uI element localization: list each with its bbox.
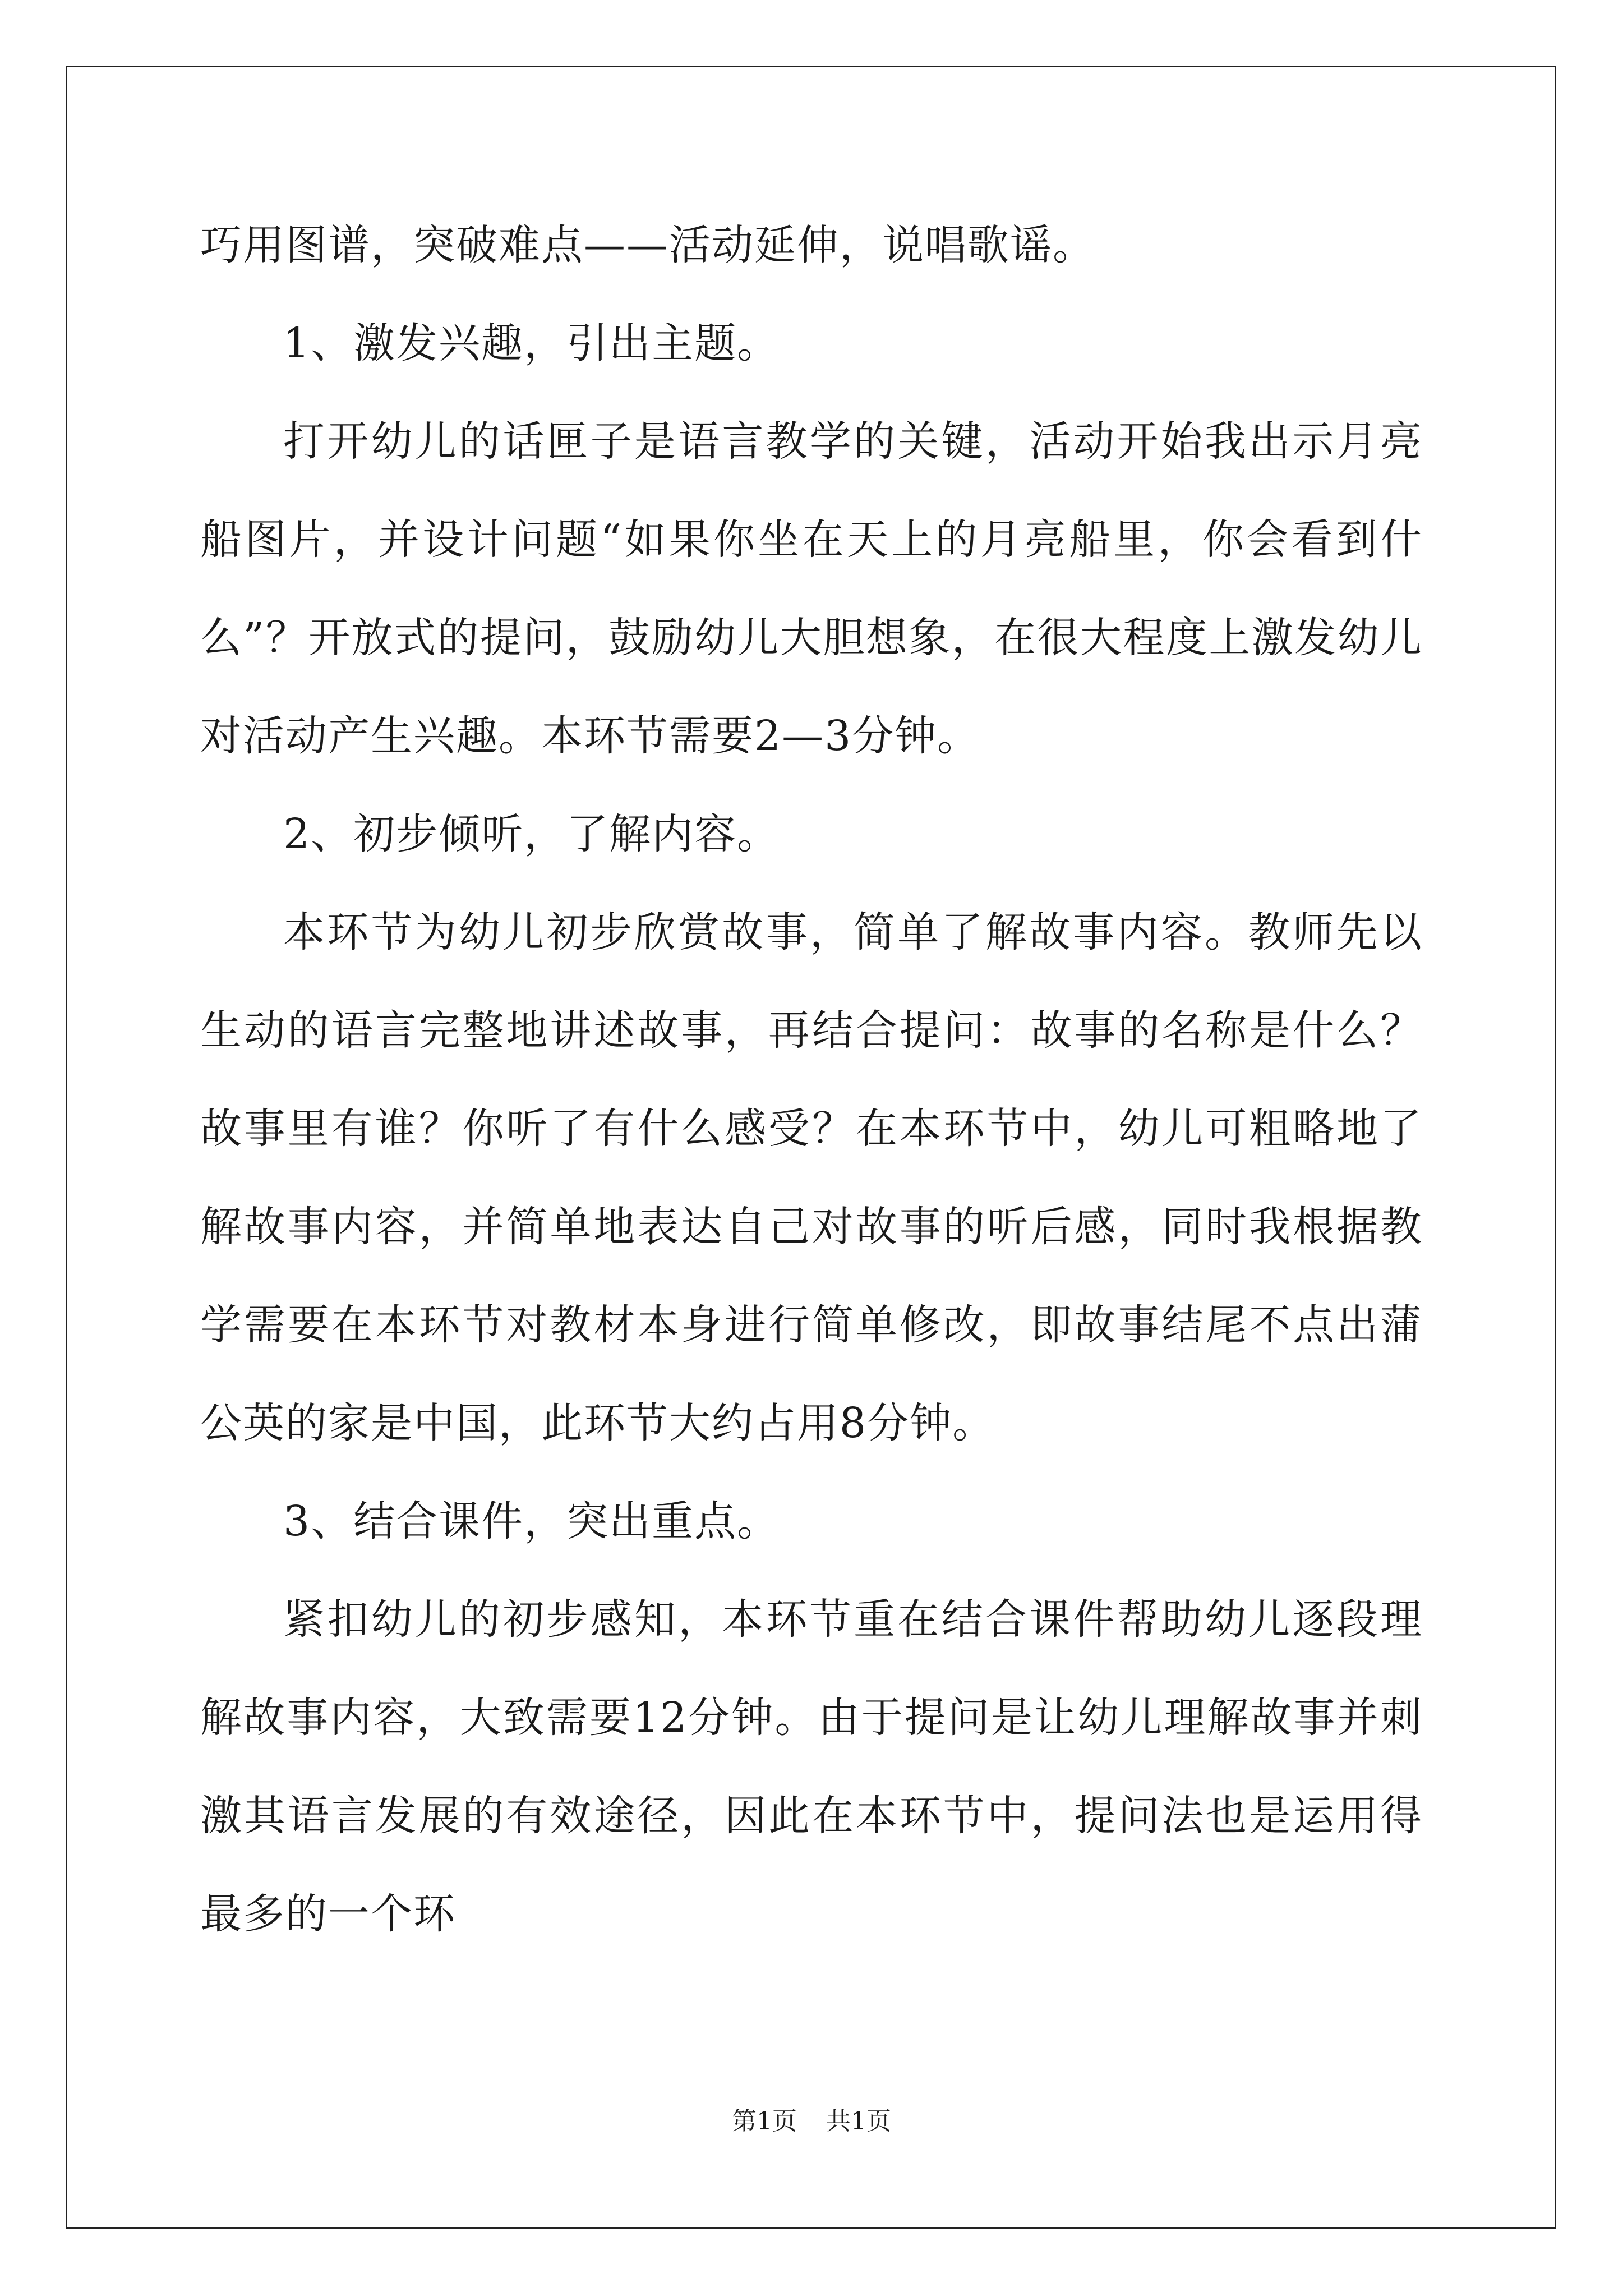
page-total: 共1页 <box>826 2107 891 2136</box>
section-heading-3: 3、结合课件，突出重点。 <box>283 1497 780 1545</box>
page-footer <box>0 2105 1623 2138</box>
paragraph-section-1: 打开幼儿的话匣子是语言教学的关键，活动开始我出示月亮船图片，并设计问题“如果你坐在天上的月亮船里，你会看到什么”？开放式的提问，鼓励幼儿大胆想象，在很大程度上激发幼儿对活动产生兴趣。本环节需要2—3分钟。 <box>200 417 1423 760</box>
paragraph-section-3: 紧扣幼儿的初步感知，本环节重在结合课件帮助幼儿逐段理解故事内容，大致需要12分钟。由于提问是让幼儿理解故事并刺激其语言发展的有效途径，因此在本环节中，提问法也是运用得最多的一个环 <box>200 1595 1423 1938</box>
section-heading-1: 1、激发兴趣，引出主题。 <box>283 319 780 367</box>
page-number: 第1页 <box>732 2107 797 2136</box>
section-heading-2: 2、初步倾听，了解内容。 <box>283 810 780 858</box>
paragraph-section-2: 本环节为幼儿初步欣赏故事，简单了解故事内容。教师先以生动的语言完整地讲述故事，再结合提问：故事的名称是什么？故事里有谁？你听了有什么感受？在本环节中，幼儿可粗略地了解故事内容，并简单地表达自己对故事的听后感，同时我根据教学需要在本环节对教材本身进行简单修改，即故事结尾不点出蒲公英的家是中国，此环节大约占用8分钟。 <box>200 908 1423 1447</box>
paragraph-continuation: 巧用图谱，突破难点——活动延伸，说唱歌谣。 <box>200 221 1095 269</box>
document-body <box>200 196 1423 1963</box>
